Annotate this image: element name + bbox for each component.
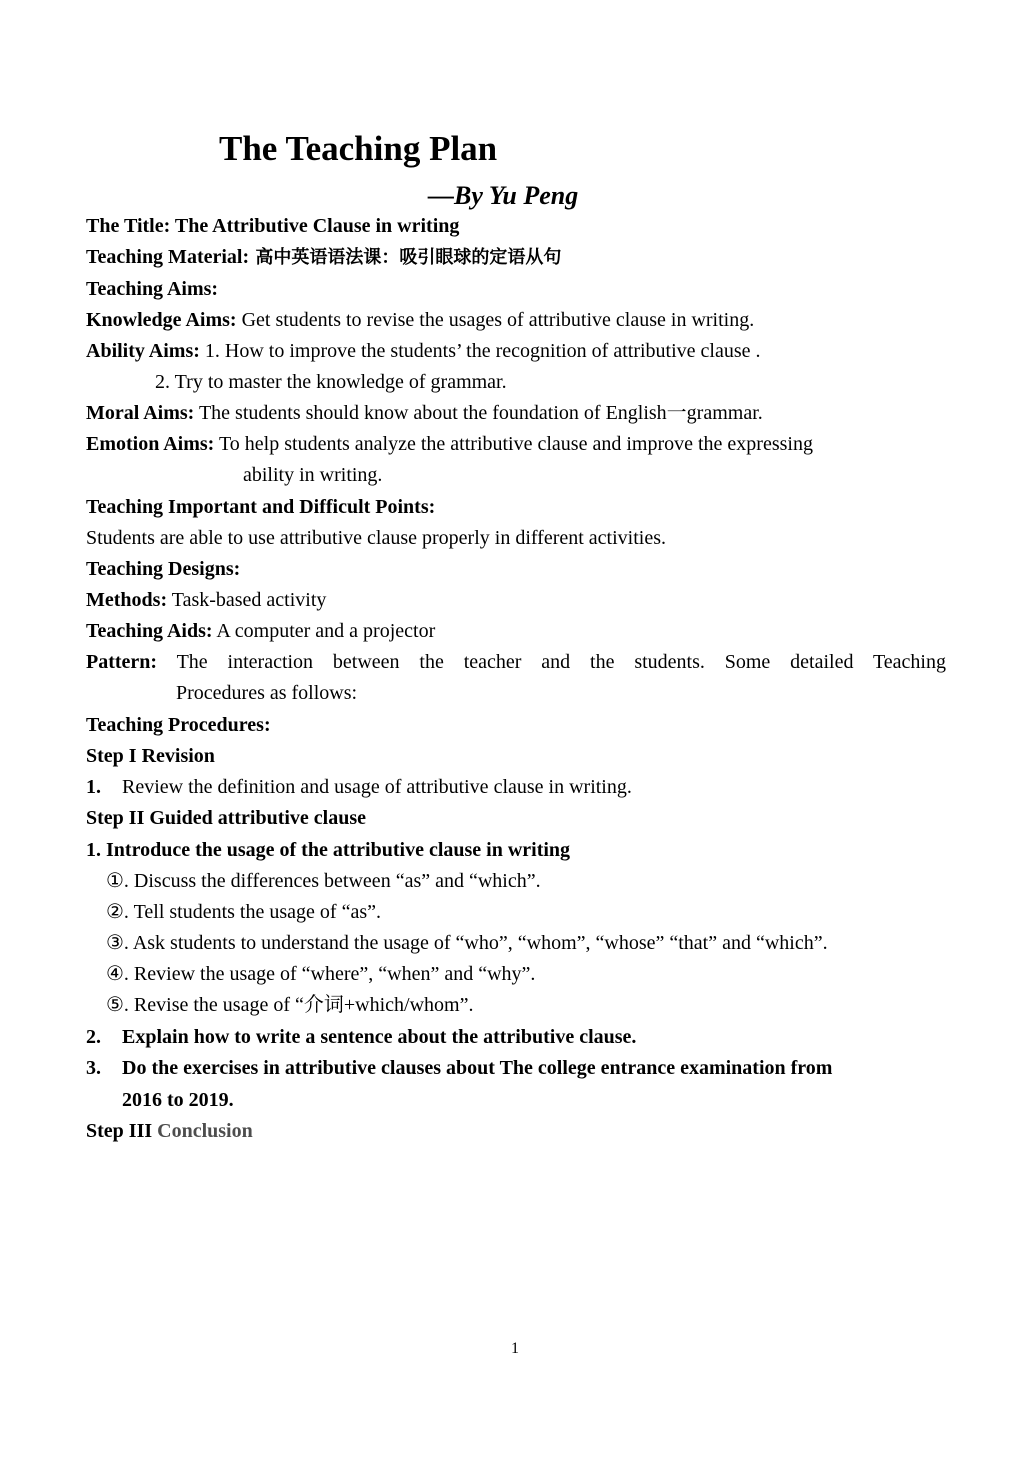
- knowledge-value: Get students to revise the usages of attributive clause in writing.: [236, 309, 755, 331]
- aims-heading: Teaching Aims:: [86, 278, 219, 300]
- step1-item-number: 1.: [86, 776, 101, 798]
- step2-point: ③. Ask students to understand the usage of “who”, “whom”, “whose” “that” and “which”.: [106, 932, 828, 954]
- step3-value: Conclusion: [152, 1120, 253, 1142]
- step2-sub-heading: 1. Introduce the usage of the attributive clause in writing: [86, 839, 571, 861]
- title-value: The Attributive Clause in writing: [170, 215, 460, 237]
- step2-item-3-text-1: Do the exercises in attributive clauses about The college entrance examination from: [122, 1057, 833, 1079]
- methods-label: Methods:: [86, 589, 168, 611]
- material-value: 高中英语语法课：吸引眼球的定语从句: [249, 247, 562, 268]
- aids-line: [86, 618, 435, 644]
- step2-heading: Step II Guided attributive clause: [86, 807, 367, 829]
- emotion-label: Emotion Aims:: [86, 433, 215, 455]
- emotion-aims-line: [86, 431, 813, 457]
- knowledge-aims-line: [86, 307, 754, 333]
- step2-item-2: [86, 1024, 636, 1050]
- step2-point: ⑤. Revise the usage of “介词+which/whom”.: [106, 994, 474, 1016]
- aids-label: Teaching Aids:: [86, 620, 213, 642]
- step2-item-2-number: 2.: [86, 1026, 101, 1048]
- designs-heading: Teaching Designs:: [86, 558, 241, 580]
- emotion-value-2: ability in writing.: [243, 464, 383, 486]
- pattern-value-2: Procedures as follows:: [176, 682, 358, 704]
- procedures-heading: Teaching Procedures:: [86, 714, 271, 736]
- methods-line: [86, 587, 326, 613]
- step3-line: [86, 1118, 253, 1144]
- title-line: [86, 213, 459, 239]
- moral-value: The students should know about the foundation of English一grammar.: [194, 402, 763, 424]
- pattern-value-1: The interaction between the teacher and the students. Some detailed Teaching: [157, 651, 946, 673]
- step2-point: ②. Tell students the usage of “as”.: [106, 901, 381, 923]
- emotion-value-1: To help students analyze the attributive clause and improve the expressing: [214, 433, 813, 455]
- points-heading: Teaching Important and Difficult Points:: [86, 496, 436, 518]
- methods-value: Task-based activity: [167, 589, 327, 611]
- ability-aims-line: [86, 338, 761, 364]
- step2-item-3-text-2: 2016 to 2019.: [122, 1089, 234, 1111]
- pattern-label: Pattern:: [86, 651, 158, 673]
- step2-item-3: [86, 1055, 832, 1081]
- knowledge-label: Knowledge Aims:: [86, 309, 237, 331]
- pattern-line: [86, 649, 946, 675]
- step2-point: ④. Review the usage of “where”, “when” and “why”.: [106, 963, 536, 985]
- document-title: The Teaching Plan: [219, 129, 498, 168]
- points-value: Students are able to use attributive clause properly in different activities.: [86, 527, 666, 549]
- page-number: 1: [511, 1340, 519, 1357]
- ability-value-2: 2. Try to master the knowledge of grammar.: [155, 371, 507, 393]
- ability-label: Ability Aims:: [86, 340, 200, 362]
- aids-value: A computer and a projector: [212, 620, 436, 642]
- moral-label: Moral Aims:: [86, 402, 195, 424]
- step2-item-2-text: Explain how to write a sentence about the attributive clause.: [122, 1026, 637, 1048]
- moral-aims-line: [86, 400, 763, 426]
- author-byline: —By Yu Peng: [428, 181, 579, 210]
- step3-label: Step III: [86, 1120, 153, 1142]
- step2-point: ①. Discuss the differences between “as” and “which”.: [106, 870, 541, 892]
- material-label: Teaching Material:: [86, 246, 250, 268]
- ability-value-1: 1. How to improve the students’ the recognition of attributive clause .: [199, 340, 761, 362]
- step1-item: [86, 774, 632, 800]
- material-line: [86, 244, 561, 271]
- step2-item-3-number: 3.: [86, 1057, 101, 1079]
- step1-item-text: Review the definition and usage of attributive clause in writing.: [122, 776, 632, 798]
- title-label: The Title:: [86, 215, 171, 237]
- step1-heading: Step I Revision: [86, 745, 215, 767]
